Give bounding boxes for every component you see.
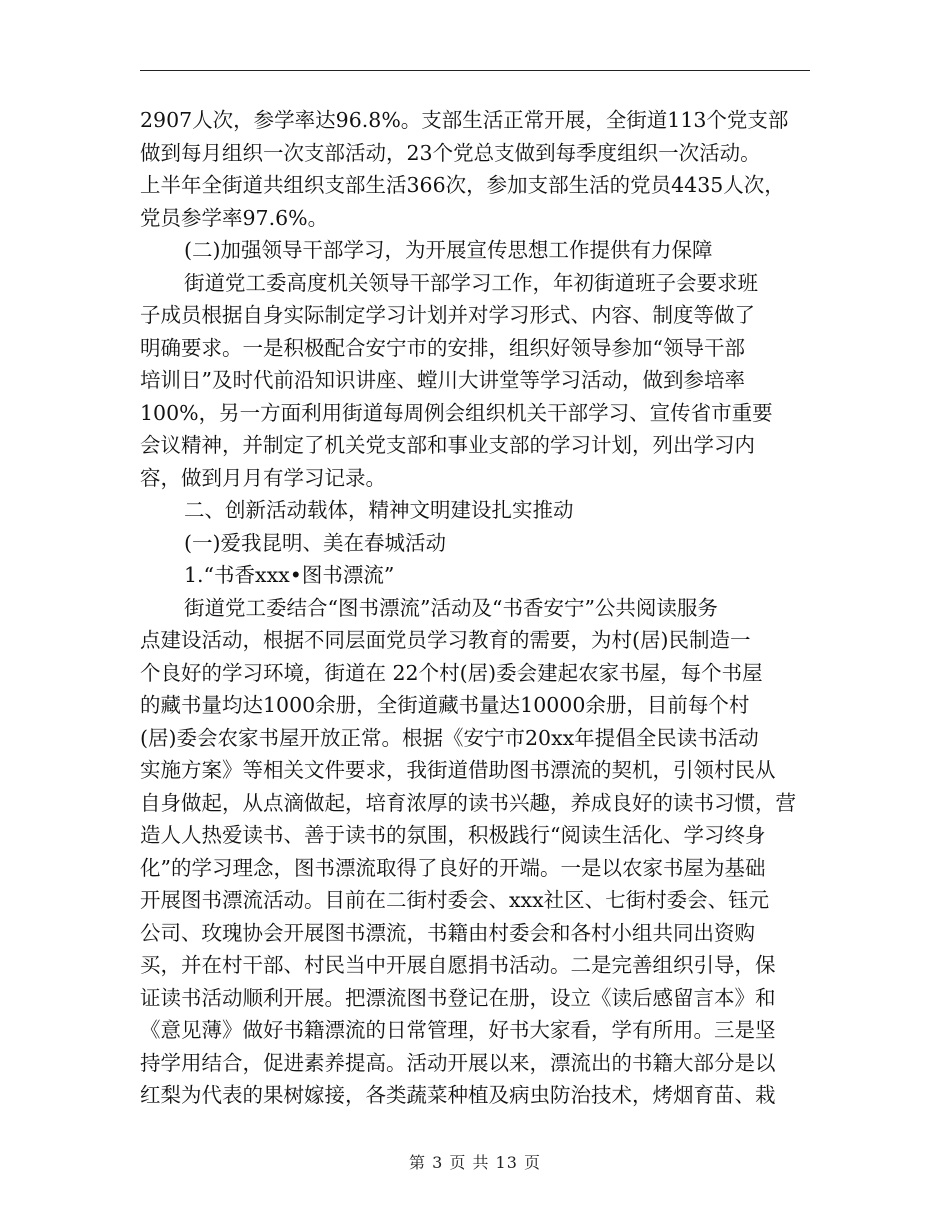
text-line: 《意见薄》做好书籍漂流的日常管理，好书大家看，学有所用。三是坚 [140, 1018, 776, 1042]
text-line: 点建设活动，根据不同层面党员学习教育的需要，为村(居)民制造一 [140, 628, 751, 652]
text-line: 开展图书漂流活动。目前在二街村委会、xxx社区、七街村委会、钰元 [140, 888, 770, 912]
item-heading: 1.“书香xxx•图书漂流” [184, 563, 395, 587]
text-line: 持学用结合，促进素养提高。活动开展以来，漂流出的书籍大部分是以 [140, 1050, 776, 1075]
text-line: 实施方案》等相关文件要求，我街道借助图书漂流的契机，引领村民从 [140, 758, 776, 782]
page-number: 第 3 页 共 13 页 [409, 1153, 541, 1172]
text-line: 街道党工委结合“图书漂流”活动及“书香安宁”公共阅读服务 [184, 595, 718, 620]
text-line: 培训日”及时代前沿知识讲座、螳川大讲堂等学习活动，做到参培率 [140, 368, 745, 392]
text-line: 容，做到月月有学习记录。 [140, 465, 386, 490]
header-rule [140, 70, 810, 71]
text-line: 自身做起，从点滴做起，培育浓厚的读书兴趣，养成良好的读书习惯，营 [140, 790, 796, 815]
text-line: 造人人热爱读书、善于读书的氛围，积极践行“阅读生活化、学习终身 [140, 823, 766, 847]
text-line: 街道党工委高度机关领导干部学习工作，年初街道班子会要求班 [184, 270, 758, 295]
text-line: 上半年全街道共组织支部生活366次，参加支部生活的党员4435人次， [140, 173, 785, 197]
text-line: 红梨为代表的果树嫁接，各类蔬菜种植及病虫防治技术，烤烟育苗、栽 [140, 1083, 776, 1107]
text-line: 明确要求。一是积极配合安宁市的安排，组织好领导参加“领导干部 [140, 335, 745, 360]
text-line: 2907人次，参学率达96.8%。支部生活正常开展，全街道113个党支部 [140, 108, 789, 132]
text-line: 党员参学率97.6%。 [140, 205, 329, 230]
text-line: 会议精神，并制定了机关党支部和事业支部的学习计划，列出学习内 [140, 433, 755, 457]
text-line: 化”的学习理念，图书漂流取得了良好的开端。一是以农家书屋为基础 [140, 855, 766, 880]
section-heading: 二、创新活动载体，精神文明建设扎实推动 [184, 498, 574, 522]
text-line: 证读书活动顺利开展。把漂流图书登记在册，设立《读后感留言本》和 [140, 985, 776, 1010]
text-line: 买，并在村干部、村民当中开展自愿捐书活动。二是完善组织引导，保 [140, 953, 776, 977]
subsection-heading: (一)爱我昆明、美在春城活动 [184, 530, 446, 555]
text-line: 子成员根据自身实际制定学习计划并对学习形式、内容、制度等做了 [140, 303, 755, 327]
section-heading: (二)加强领导干部学习，为开展宣传思想工作提供有力保障 [184, 238, 713, 262]
document-body [140, 104, 820, 1112]
text-line: 的藏书量均达1000余册，全街道藏书量达10000余册，目前每个村 [140, 693, 750, 717]
text-line: 做到每月组织一次支部活动，23个党总支做到每季度组织一次活动。 [140, 140, 761, 165]
text-line: 100%，另一方面利用街道每周例会组织机关干部学习、宣传省市重要 [140, 400, 773, 425]
text-line: 个良好的学习环境，街道在 22个村(居)委会建起农家书屋，每个书屋 [140, 660, 763, 685]
text-line: (居)委会农家书屋开放正常。根据《安宁市20xx年提倡全民读书活动 [140, 725, 759, 750]
text-line: 公司、玫瑰协会开展图书漂流，书籍由村委会和各村小组共同出资购 [140, 920, 755, 945]
